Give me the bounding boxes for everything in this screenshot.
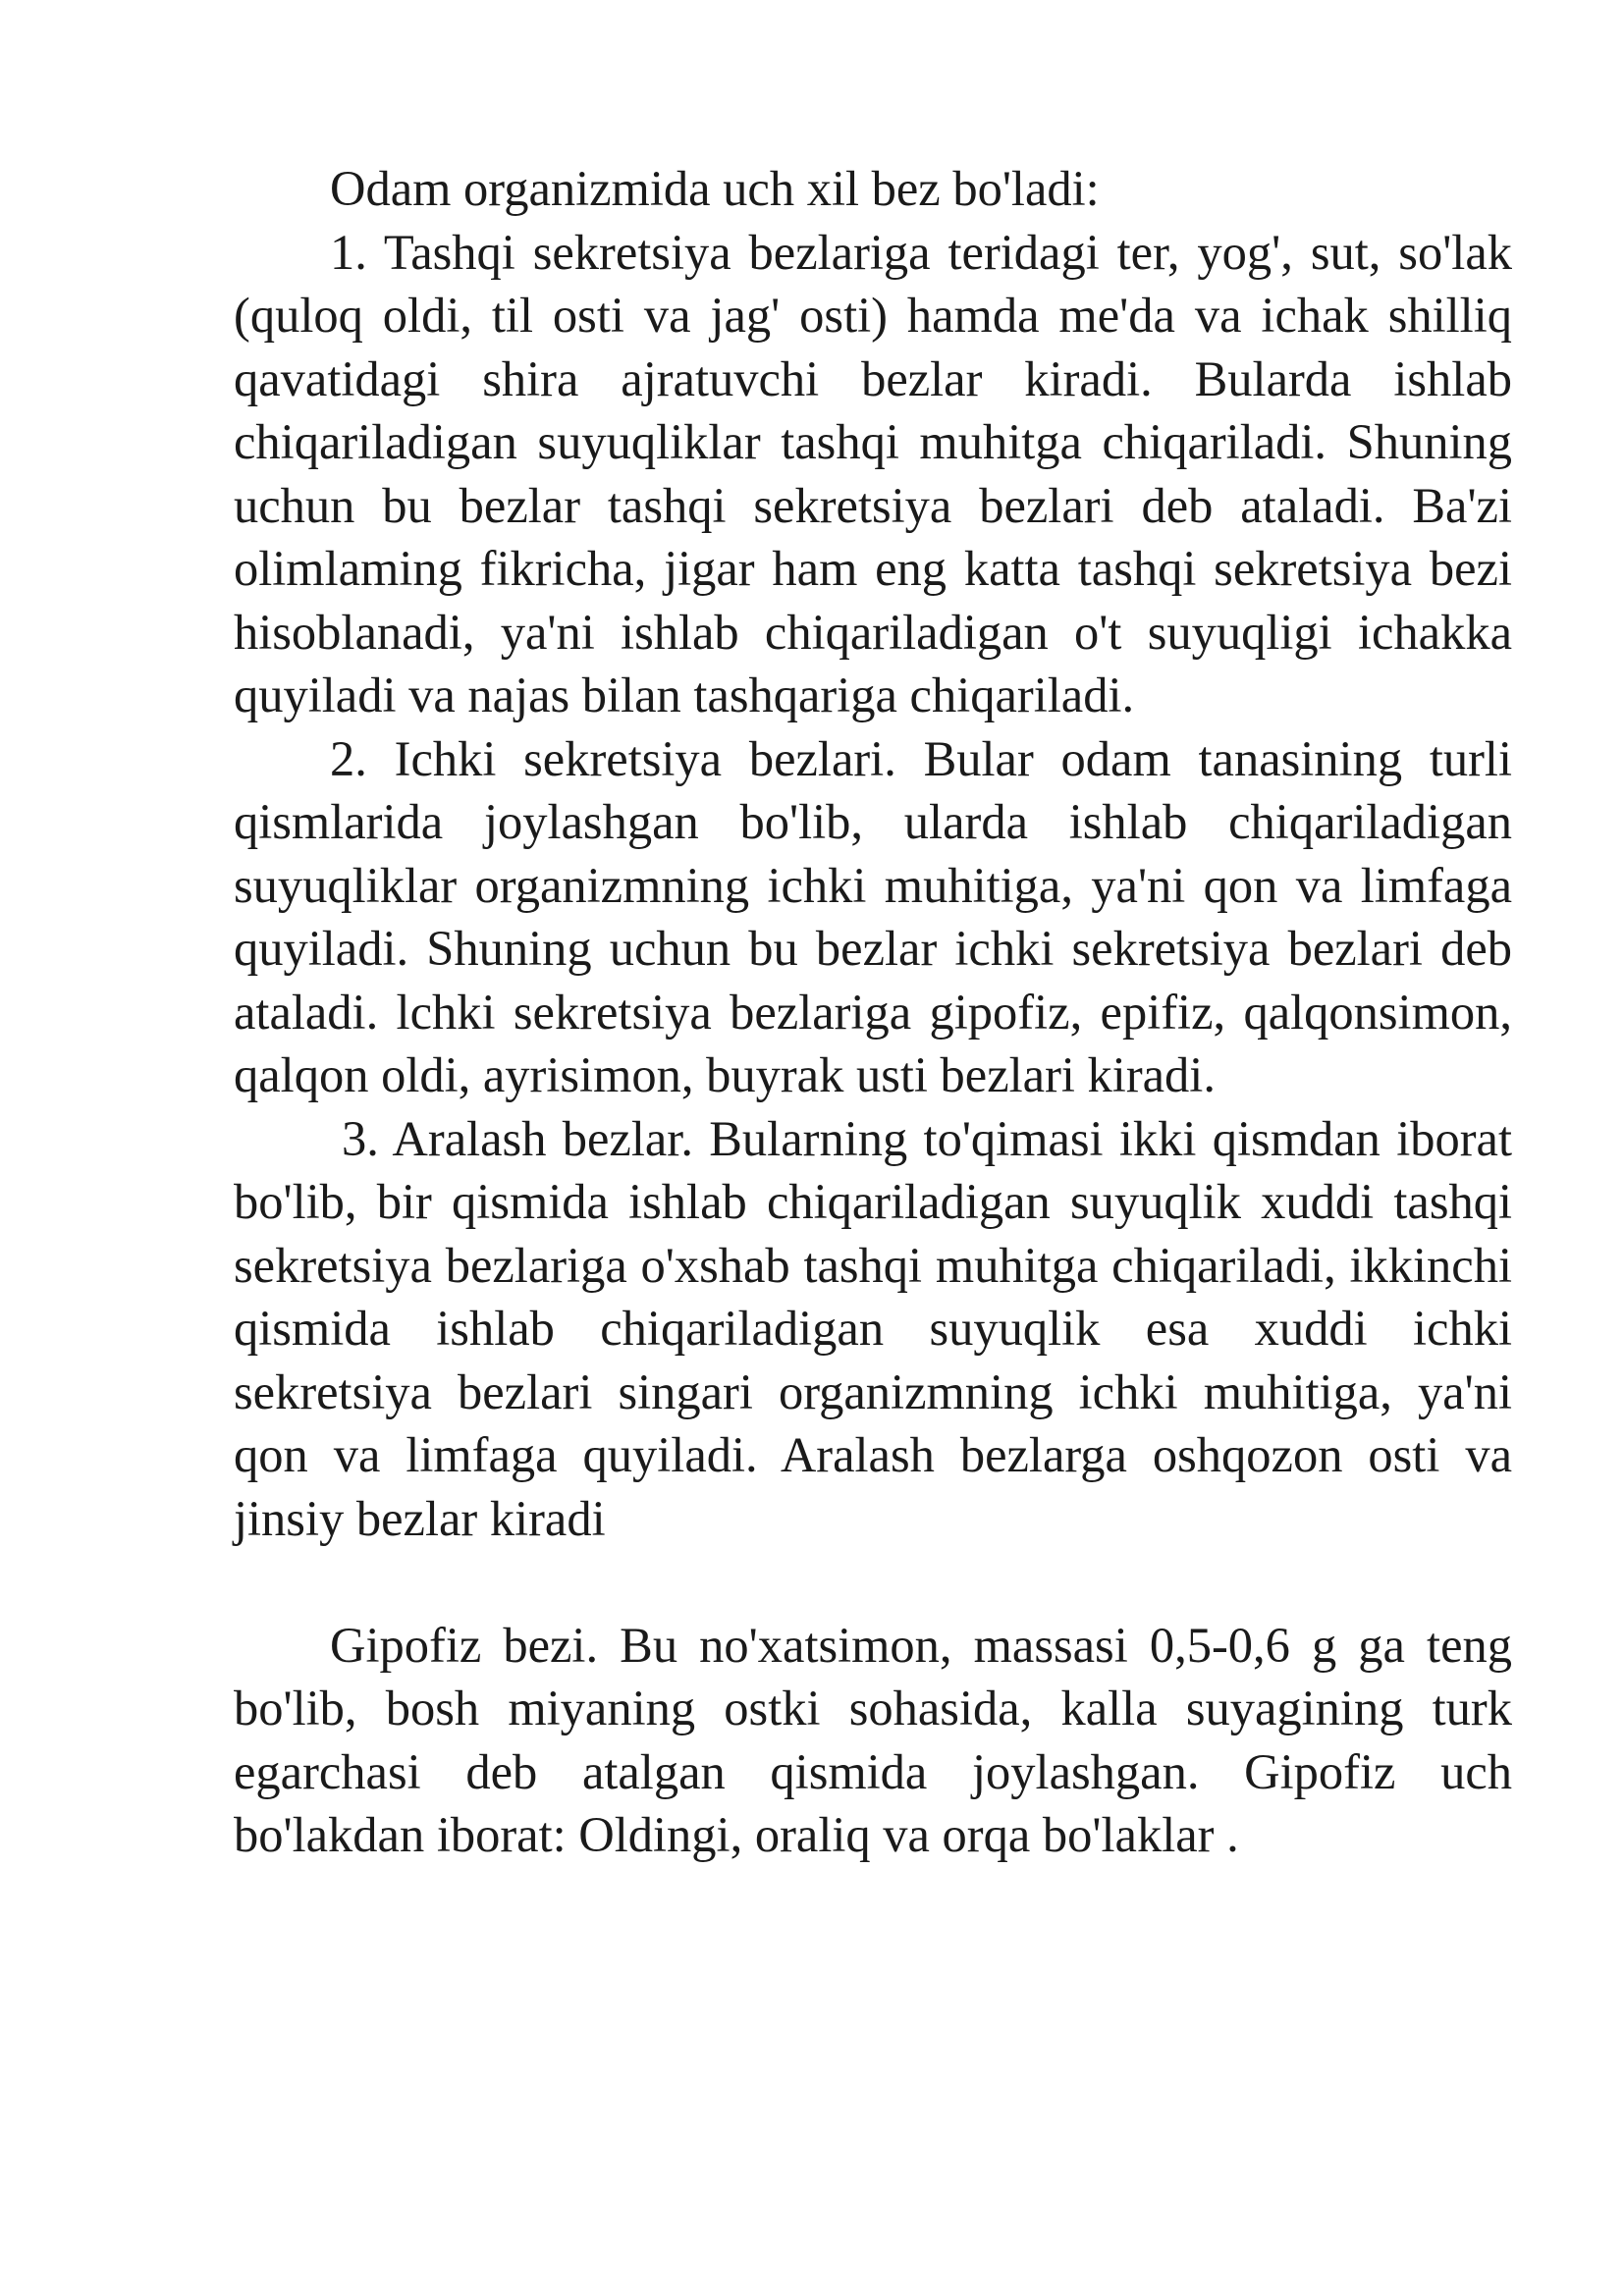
list-item-external-glands: 1. Tashqi sekretsiya bezlariga teridagi ter, yog', sut, so'lak (quloq oldi, til osti va jag' osti) hamda me'da va ichak shilliq qavatidagi shira ajratuvchi bezlar kiradi. Bularda ishlab chiqariladigan suyuqliklar tashqi muhitga chiqariladi. Shuning uchun bu bezlar tashqi sekretsiya bezlari deb ataladi. Ba'zi olimlaming fikricha, jigar ham eng katta tashqi sekretsiya bezi hisoblanadi, ya'ni ishlab chiqariladigan o't suyuqligi ichakka quyiladi va najas bilan tashqariga chiqariladi. [234, 224, 1512, 722]
paragraph-spacer [234, 1550, 1512, 1614]
list-item-internal-glands: 2. Ichki sekretsiya bezlari. Bular odam tanasining turli qismlarida joylashgan bo'lib, ularda ishlab chiqariladigan suyuqliklar organizmning ichki muhitiga, ya'ni qon va limfaga quyiladi. Shuning uchun bu bezlar ichki sekretsiya bezlari deb ataladi. lchki sekretsiya bezlariga gipofiz, epifiz, qalqonsimon, qalqon oldi, ayrisimon, buyrak usti bezlari kiradi. [234, 730, 1512, 1102]
intro-paragraph: Odam organizmida uch xil bez bo'ladi: [330, 161, 1100, 216]
gipofiz-paragraph: Gipofiz bezi. Bu no'xatsimon, massasi 0,5-0,6 g ga teng bo'lib, bosh miyaning ostki sohasida, kalla suyagining turk egarchasi deb atalgan qismida joylashgan. Gipofiz uch bo'lakdan iborat: Oldingi, oraliq va orqa bo'laklar . [234, 1617, 1512, 1862]
document-body [234, 157, 1512, 1867]
list-item-mixed-glands: 3. Aralash bezlar. Bularning to'qimasi ikki qismdan iborat bo'lib, bir qismida ishlab chiqariladigan suyuqlik xuddi tashqi sekretsiya bezlariga o'xshab tashqi muhitga chiqariladi, ikkinchi qismida ishlab chiqariladigan suyuqlik esa xuddi ichki sekretsiya bezlari singari organizmning ichki muhitiga, ya'ni qon va limfaga quyiladi. Aralash bezlarga oshqozon osti va jinsiy bezlar kiradi [234, 1110, 1512, 1546]
